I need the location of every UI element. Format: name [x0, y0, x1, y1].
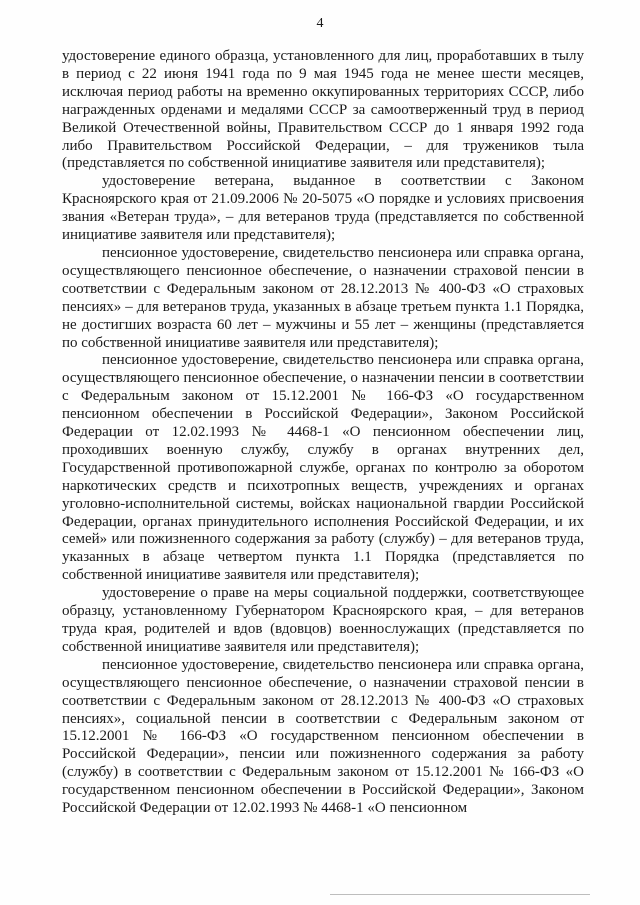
paragraph-1: удостоверение единого образца, установленного для лиц, проработавших в тылу в период с 22 июня 1941 года по 9 мая 1945 года не менее шести месяцев, исключая период работы на временно оккупированных территориях СССР, либо награжденных орденами и медалями СССР за самоотверженный труд в период Великой Отечественной войны, Правительством СССР до 1 января 1992 года либо Правительством Российской Федерации, – для тружеников тыла (представляется по собственной инициативе заявителя или представителя);: [62, 48, 584, 172]
paragraph-5: удостоверение о праве на меры социальной поддержки, соответствующее образцу, установленному Губернатором Красноярского края, – для ветеранов труда края, родителей и вдов (вдовцов) военнослужащих (представляется по собственной инициативе заявителя или представителя);: [62, 585, 584, 655]
footer-divider: [330, 894, 590, 895]
page-number: 4: [316, 16, 324, 31]
document-body: [62, 48, 584, 818]
paragraph-2: удостоверение ветерана, выданное в соответствии с Законом Красноярского края от 21.09.2006 № 20-5075 «О порядке и условиях присвоения звания «Ветеран труда», – для ветеранов труда (представляется по собственной инициативе заявителя или представителя);: [62, 173, 584, 244]
paragraph-3: пенсионное удостоверение, свидетельство пенсионера или справка органа, осуществляющего пенсионное обеспечение, о назначении страховой пенсии в соответствии с Федеральным законом от 28.12.2013 № 400-ФЗ «О страховых пенсиях» – для ветеранов труда, указанных в абзаце третьем пункта 1.1 Порядка, не достигших возраста 60 лет – мужчины и 55 лет – женщины (представляется по собственной инициативе заявителя или представителя);: [62, 244, 584, 351]
paragraph-4: пенсионное удостоверение, свидетельство пенсионера или справка органа, осуществляющего пенсионное обеспечение, о назначении пенсии в соответствии с Федеральным законом от 15.12.2001 № 166-ФЗ «О государственном пенсионном обеспечении в Российской Федерации», Законом Российской Федерации от 12.02.1993 № 4468-1 «О пенсионном обеспечении лиц, проходивших военную службу, службу в органах внутренних дел, Государственной противопожарной службе, органах по контролю за оборотом наркотических средств и психотропных веществ, учреждениях и органах уголовно-исполнительной системы, войсках национальной гвардии Российской Федерации, органах принудительного исполнения Российской Федерации, и их семей» или пожизненного содержания за работу (службу) – для ветеранов труда, указанных в абзаце четвертом пункта 1.1 Порядка (представляется по собственной инициативе заявителя или представителя);: [62, 352, 584, 584]
paragraph-6: пенсионное удостоверение, свидетельство пенсионера или справка органа, осуществляющего пенсионное обеспечение, о назначении страховой пенсии в соответствии с Федеральным законом от 28.12.2013 № 400-ФЗ «О страховых пенсиях», социальной пенсии в соответствии с Федеральным законом от 15.12.2001 № 166-ФЗ «О государственном пенсионном обеспечении в Российской Федерации», пенсии или пожизненного содержания за работу (службу) в соответствии с Федеральным законом от 15.12.2001 № 166-ФЗ «О государственном пенсионном обеспечении в Российской Федерации», Законом Российской Федерации от 12.02.1993 № 4468-1 «О пенсионном: [62, 656, 584, 817]
